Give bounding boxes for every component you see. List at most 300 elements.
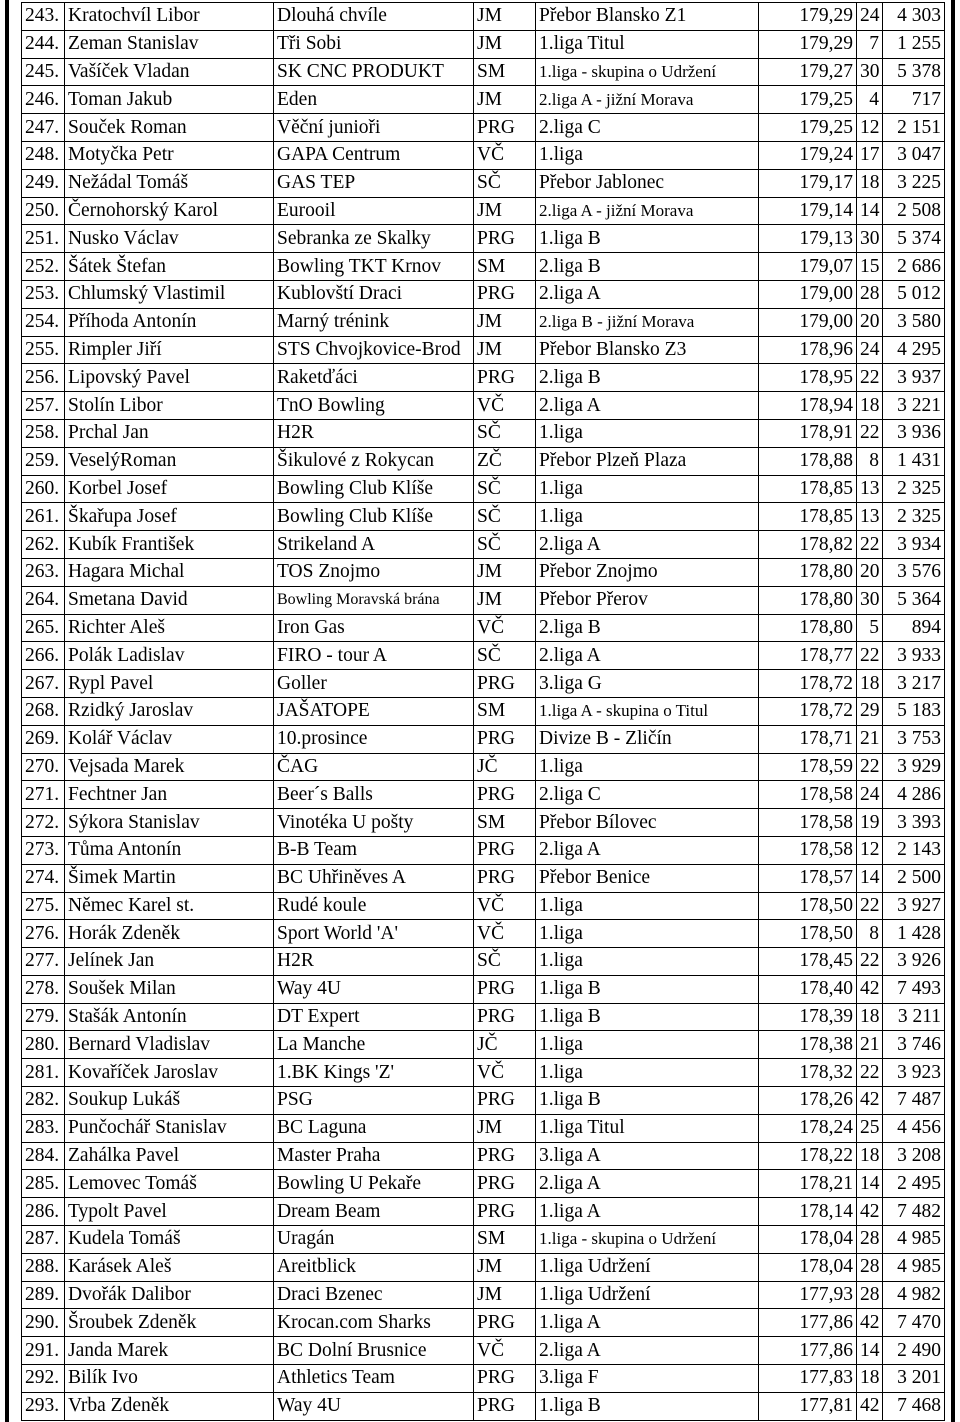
- player-name-cell: Hagara Michal: [65, 558, 274, 586]
- league-cell: 1.liga A: [536, 1198, 759, 1226]
- league-cell: 2.liga A: [536, 836, 759, 864]
- average-cell: 178,88: [759, 447, 857, 475]
- region-cell: PRG: [474, 836, 536, 864]
- pins-total-cell: 7 482: [883, 1198, 945, 1226]
- pins-total-cell: 2 490: [883, 1337, 945, 1365]
- pins-total-cell: 1 431: [883, 447, 945, 475]
- region-cell: JM: [474, 336, 536, 364]
- pins-total-cell: 3 047: [883, 141, 945, 169]
- games-cell: 17: [857, 141, 883, 169]
- league-cell: 1.liga: [536, 419, 759, 447]
- pins-total-cell: 1 428: [883, 920, 945, 948]
- average-cell: 178,80: [759, 586, 857, 614]
- league-cell: Přebor Benice: [536, 864, 759, 892]
- games-cell: 18: [857, 1365, 883, 1393]
- club-cell: BC Laguna: [274, 1114, 474, 1142]
- club-cell: 1.BK Kings 'Z': [274, 1059, 474, 1087]
- table-row: [22, 114, 945, 142]
- rank-cell: 250.: [22, 197, 65, 225]
- table-row: [22, 197, 945, 225]
- region-cell: JM: [474, 586, 536, 614]
- league-cell: 1.liga A: [536, 1309, 759, 1337]
- rank-cell: 272.: [22, 809, 65, 837]
- player-name-cell: Motyčka Petr: [65, 141, 274, 169]
- pins-total-cell: 4 985: [883, 1253, 945, 1281]
- pins-total-cell: 717: [883, 86, 945, 114]
- league-cell: 2.liga A: [536, 531, 759, 559]
- pins-total-cell: 7 468: [883, 1392, 945, 1420]
- rank-cell: 291.: [22, 1337, 65, 1365]
- league-cell: 2.liga A - jižní Morava: [536, 197, 759, 225]
- region-cell: SM: [474, 1226, 536, 1254]
- region-cell: VČ: [474, 141, 536, 169]
- club-cell: Bowling U Pekaře: [274, 1170, 474, 1198]
- table-row: [22, 864, 945, 892]
- rank-cell: 292.: [22, 1365, 65, 1393]
- table-row: [22, 336, 945, 364]
- region-cell: JM: [474, 1253, 536, 1281]
- player-name-cell: Kovaříček Jaroslav: [65, 1059, 274, 1087]
- club-cell: JAŠATOPE: [274, 697, 474, 725]
- table-row: [22, 1087, 945, 1115]
- average-cell: 179,00: [759, 280, 857, 308]
- ranking-table: [21, 2, 945, 1421]
- region-cell: PRG: [474, 114, 536, 142]
- player-name-cell: Rzidký Jaroslav: [65, 697, 274, 725]
- games-cell: 30: [857, 225, 883, 253]
- region-cell: JM: [474, 1114, 536, 1142]
- region-cell: PRG: [474, 975, 536, 1003]
- games-cell: 28: [857, 1226, 883, 1254]
- average-cell: 179,14: [759, 197, 857, 225]
- table-row: [22, 1253, 945, 1281]
- table-row: [22, 1392, 945, 1420]
- table-row: [22, 975, 945, 1003]
- player-name-cell: Bernard Vladislav: [65, 1031, 274, 1059]
- average-cell: 178,85: [759, 503, 857, 531]
- league-cell: 1.liga Udržení: [536, 1281, 759, 1309]
- region-cell: PRG: [474, 1003, 536, 1031]
- player-name-cell: Nežádal Tomáš: [65, 169, 274, 197]
- club-cell: Bowling TKT Krnov: [274, 253, 474, 281]
- pins-total-cell: 2 325: [883, 503, 945, 531]
- player-name-cell: Rimpler Jiří: [65, 336, 274, 364]
- league-cell: 1.liga: [536, 1031, 759, 1059]
- player-name-cell: Horák Zdeněk: [65, 920, 274, 948]
- rank-cell: 270.: [22, 753, 65, 781]
- pins-total-cell: 3 746: [883, 1031, 945, 1059]
- average-cell: 179,17: [759, 169, 857, 197]
- league-cell: 1.liga B: [536, 975, 759, 1003]
- league-cell: 1.liga Titul: [536, 1114, 759, 1142]
- club-cell: Dlouhá chvíle: [274, 3, 474, 31]
- games-cell: 42: [857, 1309, 883, 1337]
- pins-total-cell: 3 580: [883, 308, 945, 336]
- games-cell: 22: [857, 753, 883, 781]
- average-cell: 178,94: [759, 392, 857, 420]
- average-cell: 179,24: [759, 141, 857, 169]
- club-cell: BC Dolní Brusnice: [274, 1337, 474, 1365]
- club-cell: Krocan.com Sharks: [274, 1309, 474, 1337]
- league-cell: 1.liga Titul: [536, 30, 759, 58]
- region-cell: JM: [474, 558, 536, 586]
- league-cell: 1.liga: [536, 753, 759, 781]
- table-row: [22, 1059, 945, 1087]
- average-cell: 177,93: [759, 1281, 857, 1309]
- games-cell: 28: [857, 280, 883, 308]
- pins-total-cell: 1 255: [883, 30, 945, 58]
- club-cell: Bowling Club Klíše: [274, 475, 474, 503]
- rank-cell: 276.: [22, 920, 65, 948]
- games-cell: 28: [857, 1281, 883, 1309]
- league-cell: 1.liga: [536, 1059, 759, 1087]
- region-cell: JČ: [474, 753, 536, 781]
- average-cell: 178,58: [759, 836, 857, 864]
- club-cell: Eden: [274, 86, 474, 114]
- region-cell: PRG: [474, 1309, 536, 1337]
- league-cell: 2.liga C: [536, 114, 759, 142]
- pins-total-cell: 3 927: [883, 892, 945, 920]
- player-name-cell: Zahálka Pavel: [65, 1142, 274, 1170]
- club-cell: Rudé koule: [274, 892, 474, 920]
- region-cell: PRG: [474, 1392, 536, 1420]
- pins-total-cell: 7 470: [883, 1309, 945, 1337]
- region-cell: SČ: [474, 531, 536, 559]
- games-cell: 15: [857, 253, 883, 281]
- league-cell: Divize B - Zličín: [536, 725, 759, 753]
- region-cell: SČ: [474, 642, 536, 670]
- player-name-cell: Soukup Lukáš: [65, 1087, 274, 1115]
- player-name-cell: Chlumský Vlastimil: [65, 280, 274, 308]
- average-cell: 179,25: [759, 86, 857, 114]
- rank-cell: 245.: [22, 58, 65, 86]
- region-cell: PRG: [474, 280, 536, 308]
- player-name-cell: Škařupa Josef: [65, 503, 274, 531]
- club-cell: TnO Bowling: [274, 392, 474, 420]
- club-cell: Beer´s Balls: [274, 781, 474, 809]
- table-row: [22, 58, 945, 86]
- pins-total-cell: 3 923: [883, 1059, 945, 1087]
- table-row: [22, 1142, 945, 1170]
- games-cell: 42: [857, 975, 883, 1003]
- table-row: [22, 697, 945, 725]
- pins-total-cell: 3 926: [883, 948, 945, 976]
- table-row: [22, 1281, 945, 1309]
- average-cell: 179,13: [759, 225, 857, 253]
- region-cell: JČ: [474, 1031, 536, 1059]
- player-name-cell: Stašák Antonín: [65, 1003, 274, 1031]
- table-row: [22, 225, 945, 253]
- table-row: [22, 753, 945, 781]
- pins-total-cell: 3 934: [883, 531, 945, 559]
- region-cell: PRG: [474, 670, 536, 698]
- region-cell: VČ: [474, 392, 536, 420]
- club-cell: H2R: [274, 419, 474, 447]
- pins-total-cell: 5 183: [883, 697, 945, 725]
- league-cell: 2.liga A - jižní Morava: [536, 86, 759, 114]
- club-cell: GAPA Centrum: [274, 141, 474, 169]
- rank-cell: 243.: [22, 3, 65, 31]
- league-cell: 2.liga A: [536, 392, 759, 420]
- average-cell: 178,85: [759, 475, 857, 503]
- region-cell: SČ: [474, 503, 536, 531]
- league-cell: 2.liga A: [536, 642, 759, 670]
- region-cell: JM: [474, 1281, 536, 1309]
- average-cell: 178,58: [759, 781, 857, 809]
- club-cell: Master Praha: [274, 1142, 474, 1170]
- games-cell: 22: [857, 642, 883, 670]
- rank-cell: 268.: [22, 697, 65, 725]
- pins-total-cell: 3 217: [883, 670, 945, 698]
- ranking-table-body: [22, 3, 945, 1421]
- games-cell: 18: [857, 392, 883, 420]
- rank-cell: 277.: [22, 948, 65, 976]
- pins-total-cell: 3 933: [883, 642, 945, 670]
- table-row: [22, 558, 945, 586]
- rank-cell: 287.: [22, 1226, 65, 1254]
- games-cell: 22: [857, 364, 883, 392]
- player-name-cell: Kudela Tomáš: [65, 1226, 274, 1254]
- player-name-cell: Zeman Stanislav: [65, 30, 274, 58]
- pins-total-cell: 2 495: [883, 1170, 945, 1198]
- rank-cell: 278.: [22, 975, 65, 1003]
- average-cell: 178,72: [759, 670, 857, 698]
- games-cell: 14: [857, 864, 883, 892]
- table-row: [22, 531, 945, 559]
- club-cell: Bowling Club Klíše: [274, 503, 474, 531]
- region-cell: VČ: [474, 614, 536, 642]
- games-cell: 12: [857, 836, 883, 864]
- table-row: [22, 392, 945, 420]
- average-cell: 178,24: [759, 1114, 857, 1142]
- league-cell: 1.liga - skupina o Udržení: [536, 58, 759, 86]
- table-row: [22, 1337, 945, 1365]
- club-cell: Eurooil: [274, 197, 474, 225]
- games-cell: 18: [857, 670, 883, 698]
- rank-cell: 257.: [22, 392, 65, 420]
- games-cell: 30: [857, 586, 883, 614]
- player-name-cell: Souček Roman: [65, 114, 274, 142]
- average-cell: 178,50: [759, 892, 857, 920]
- region-cell: SM: [474, 58, 536, 86]
- rank-cell: 260.: [22, 475, 65, 503]
- rank-cell: 289.: [22, 1281, 65, 1309]
- games-cell: 8: [857, 447, 883, 475]
- rank-cell: 288.: [22, 1253, 65, 1281]
- league-cell: 1.liga: [536, 141, 759, 169]
- league-cell: 2.liga B - jižní Morava: [536, 308, 759, 336]
- average-cell: 178,50: [759, 920, 857, 948]
- games-cell: 13: [857, 475, 883, 503]
- rank-cell: 293.: [22, 1392, 65, 1420]
- league-cell: 1.liga B: [536, 1087, 759, 1115]
- region-cell: PRG: [474, 1170, 536, 1198]
- player-name-cell: Sýkora Stanislav: [65, 809, 274, 837]
- player-name-cell: Nusko Václav: [65, 225, 274, 253]
- rank-cell: 252.: [22, 253, 65, 281]
- table-row: [22, 419, 945, 447]
- games-cell: 20: [857, 308, 883, 336]
- average-cell: 178,91: [759, 419, 857, 447]
- rank-cell: 284.: [22, 1142, 65, 1170]
- rank-cell: 251.: [22, 225, 65, 253]
- region-cell: PRG: [474, 364, 536, 392]
- player-name-cell: Bilík Ivo: [65, 1365, 274, 1393]
- average-cell: 178,38: [759, 1031, 857, 1059]
- league-cell: 3.liga A: [536, 1142, 759, 1170]
- region-cell: VČ: [474, 1059, 536, 1087]
- rank-cell: 262.: [22, 531, 65, 559]
- club-cell: Šikulové z Rokycan: [274, 447, 474, 475]
- region-cell: ZČ: [474, 447, 536, 475]
- table-row: [22, 1003, 945, 1031]
- player-name-cell: Janda Marek: [65, 1337, 274, 1365]
- games-cell: 42: [857, 1198, 883, 1226]
- club-cell: Goller: [274, 670, 474, 698]
- club-cell: STS Chvojkovice-Brod: [274, 336, 474, 364]
- table-row: [22, 725, 945, 753]
- pins-total-cell: 2 143: [883, 836, 945, 864]
- average-cell: 178,59: [759, 753, 857, 781]
- club-cell: Uragán: [274, 1226, 474, 1254]
- club-cell: Kublovští Draci: [274, 280, 474, 308]
- average-cell: 178,40: [759, 975, 857, 1003]
- table-row: [22, 1365, 945, 1393]
- rank-cell: 275.: [22, 892, 65, 920]
- table-row: [22, 1226, 945, 1254]
- average-cell: 178,77: [759, 642, 857, 670]
- table-row: [22, 364, 945, 392]
- average-cell: 179,29: [759, 30, 857, 58]
- average-cell: 179,25: [759, 114, 857, 142]
- club-cell: BC Uhřiněves A: [274, 864, 474, 892]
- average-cell: 177,86: [759, 1337, 857, 1365]
- average-cell: 178,21: [759, 1170, 857, 1198]
- pins-total-cell: 3 393: [883, 809, 945, 837]
- league-cell: Přebor Přerov: [536, 586, 759, 614]
- club-cell: La Manche: [274, 1031, 474, 1059]
- average-cell: 178,71: [759, 725, 857, 753]
- right-border-line: [951, 0, 955, 1422]
- region-cell: PRG: [474, 781, 536, 809]
- table-row: [22, 308, 945, 336]
- rank-cell: 258.: [22, 419, 65, 447]
- rank-cell: 283.: [22, 1114, 65, 1142]
- pins-total-cell: 3 936: [883, 419, 945, 447]
- table-row: [22, 1114, 945, 1142]
- games-cell: 20: [857, 558, 883, 586]
- player-name-cell: Jelínek Jan: [65, 948, 274, 976]
- pins-total-cell: 4 456: [883, 1114, 945, 1142]
- player-name-cell: Korbel Josef: [65, 475, 274, 503]
- club-cell: ČAG: [274, 753, 474, 781]
- club-cell: B-B Team: [274, 836, 474, 864]
- league-cell: 1.liga: [536, 475, 759, 503]
- player-name-cell: Richter Aleš: [65, 614, 274, 642]
- average-cell: 177,83: [759, 1365, 857, 1393]
- club-cell: 10.prosince: [274, 725, 474, 753]
- rank-cell: 255.: [22, 336, 65, 364]
- rank-cell: 290.: [22, 1309, 65, 1337]
- player-name-cell: Kubík František: [65, 531, 274, 559]
- region-cell: SČ: [474, 948, 536, 976]
- table-row: [22, 781, 945, 809]
- average-cell: 178,96: [759, 336, 857, 364]
- club-cell: Tři Sobi: [274, 30, 474, 58]
- pins-total-cell: 4 286: [883, 781, 945, 809]
- rank-cell: 248.: [22, 141, 65, 169]
- player-name-cell: Lipovský Pavel: [65, 364, 274, 392]
- games-cell: 21: [857, 725, 883, 753]
- pins-total-cell: 2 151: [883, 114, 945, 142]
- club-cell: Sebranka ze Skalky: [274, 225, 474, 253]
- pins-total-cell: 4 303: [883, 3, 945, 31]
- region-cell: PRG: [474, 225, 536, 253]
- average-cell: 178,14: [759, 1198, 857, 1226]
- table-row: [22, 670, 945, 698]
- player-name-cell: Kratochvíl Libor: [65, 3, 274, 31]
- rank-cell: 265.: [22, 614, 65, 642]
- player-name-cell: Vejsada Marek: [65, 753, 274, 781]
- games-cell: 8: [857, 920, 883, 948]
- games-cell: 14: [857, 1337, 883, 1365]
- league-cell: 1.liga - skupina o Udržení: [536, 1226, 759, 1254]
- games-cell: 29: [857, 697, 883, 725]
- table-row: [22, 141, 945, 169]
- region-cell: VČ: [474, 920, 536, 948]
- league-cell: 1.liga A - skupina o Titul: [536, 697, 759, 725]
- rank-cell: 271.: [22, 781, 65, 809]
- league-cell: 3.liga G: [536, 670, 759, 698]
- left-border-line: [5, 0, 9, 1422]
- player-name-cell: Příhoda Antonín: [65, 308, 274, 336]
- rank-cell: 281.: [22, 1059, 65, 1087]
- pins-total-cell: 2 686: [883, 253, 945, 281]
- table-row: [22, 1170, 945, 1198]
- games-cell: 24: [857, 336, 883, 364]
- average-cell: 178,72: [759, 697, 857, 725]
- table-row: [22, 503, 945, 531]
- table-row: [22, 1198, 945, 1226]
- pins-total-cell: 2 508: [883, 197, 945, 225]
- league-cell: 2.liga A: [536, 280, 759, 308]
- club-cell: Marný trénink: [274, 308, 474, 336]
- rank-cell: 273.: [22, 836, 65, 864]
- league-cell: 1.liga Udržení: [536, 1253, 759, 1281]
- club-cell: Raketďáci: [274, 364, 474, 392]
- average-cell: 178,32: [759, 1059, 857, 1087]
- league-cell: Přebor Blansko Z1: [536, 3, 759, 31]
- pins-total-cell: 3 211: [883, 1003, 945, 1031]
- player-name-cell: Šátek Štefan: [65, 253, 274, 281]
- rank-cell: 244.: [22, 30, 65, 58]
- region-cell: SM: [474, 809, 536, 837]
- club-cell: Way 4U: [274, 975, 474, 1003]
- club-cell: PSG: [274, 1087, 474, 1115]
- pins-total-cell: 5 012: [883, 280, 945, 308]
- table-row: [22, 280, 945, 308]
- player-name-cell: Stolín Libor: [65, 392, 274, 420]
- league-cell: 3.liga F: [536, 1365, 759, 1393]
- pins-total-cell: 4 985: [883, 1226, 945, 1254]
- club-cell: Bowling Moravská brána: [274, 586, 474, 614]
- league-cell: Přebor Jablonec: [536, 169, 759, 197]
- player-name-cell: Černohorský Karol: [65, 197, 274, 225]
- club-cell: Way 4U: [274, 1392, 474, 1420]
- club-cell: GAS TEP: [274, 169, 474, 197]
- rank-cell: 261.: [22, 503, 65, 531]
- average-cell: 178,80: [759, 558, 857, 586]
